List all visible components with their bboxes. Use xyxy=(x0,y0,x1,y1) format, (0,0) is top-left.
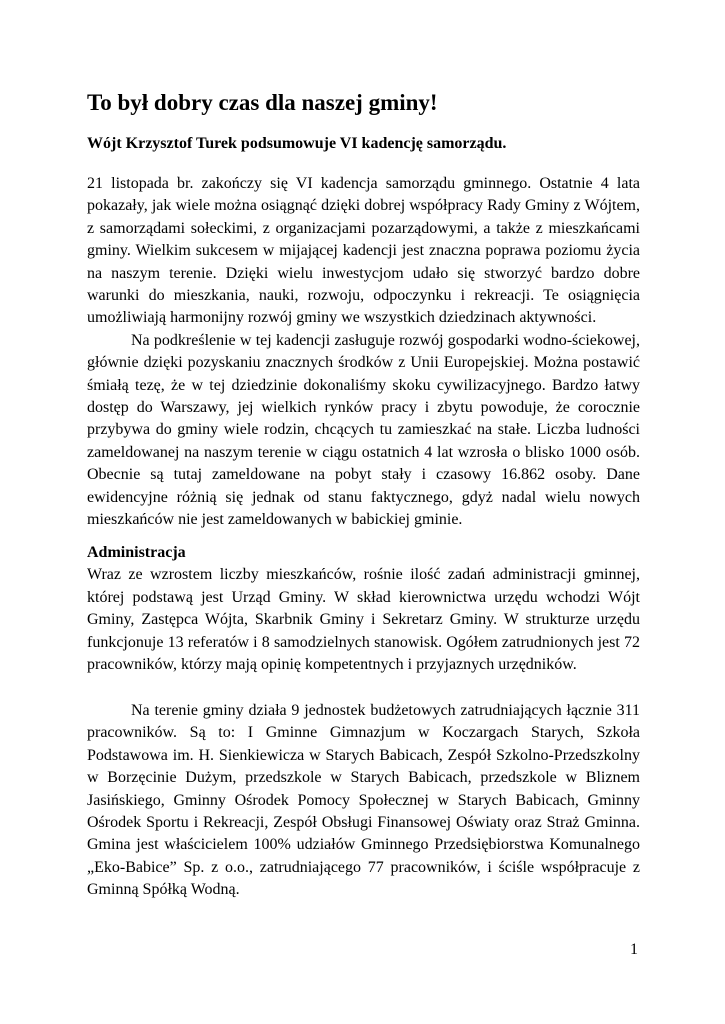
intro-paragraph-2: Na podkreślenie w tej kadencji zasługuje rozwój gospodarki wodno-ściekowej, głównie dzięki pozyskaniu znacznych środków z Unii Europejskiej. Można postawić śmiałą tezę, że w tej dziedzinie dokonaliśmy skoku cywilizacyjnego. Bardzo łatwy dostęp do Warszawy, jej wielkich rynków pracy i zbytu powoduje, że corocznie przybywa do gminy wiele rodzin, chcących tu zamieszkać na stałe. Liczba ludności zameldowanej na naszym terenie w ciągu ostatnich 4 lat wzrosła o blisko 1000 osób. Obecnie są tutaj zameldowane na pobyt stały i czasowy 16.862 osoby. Dane ewidencyjne różnią się jednak od stanu faktycznego, gdyż nadal wielu nowych mieszkańców nie jest zameldowanych w babickiej gminie. xyxy=(87,331,640,529)
page-subtitle: Wójt Krzysztof Turek podsumowuje VI kadencję samorządu. xyxy=(87,135,507,152)
administration-paragraph-1: Wraz ze wzrostem liczby mieszkańców, rośnie ilość zadań administracji gminnej, której podstawą jest Urząd Gminy. W skład kierownictwa urzędu wchodzi Wójt Gminy, Zastępca Wójta, Skarbnik Gminy i Sekretarz Gminy. W strukturze urzędu funkcjonuje 13 referatów i 8 samodzielnych stanowisk. Ogółem zatrudnionych jest 72 pracowników, którzy mają opinię kompetentnych i przyjaznych urzędników. xyxy=(87,566,640,674)
section-heading-administracja: Administracja xyxy=(87,544,186,561)
administration-paragraph-2: Na terenie gminy działa 9 jednostek budżetowych zatrudniających łącznie 311 pracowników. Są to: I Gminne Gimnazjum w Koczargach Starych, Szkoła Podstawowa im. H. Sienkiewicza w Starych Babicach, Zespół Szkolno-Przedszkolny w Borzęcinie Dużym, przedszkole w Starych Babicach, przedszkole w Bliznem Jasińskiego, Gminny Ośrodek Pomocy Społecznej w Starych Babicach, Gminny Ośrodek Sportu i Rekreacji, Zespół Obsługi Finansowej Oświaty oraz Straż Gminna. Gmina jest właścicielem 100% udziałów Gminnego Przedsiębiorstwa Komunalnego „Eko-Babice” Sp. z o.o., zatrudniającego 77 pracowników, i ściśle współpracuje z Gminną Spółką Wodną. xyxy=(87,702,640,899)
intro-section xyxy=(87,173,640,532)
intro-paragraph-1: 21 listopada br. zakończy się VI kadencja samorządu gminnego. Ostatnie 4 lata pokazały, jak wiele można osiągnąć dzięki dobrej współpracy Rady Gminy z Wójtem, z samorządami sołeckimi, z organizacjami pozarządowymi, a także z mieszkańcami gminy. Wielkim sukcesem w mijającej kadencji jest znaczna poprawa poziomu życia na naszym terenie. Dzięki wielu inwestycjom udało się stworzyć bardzo dobre warunki do mieszkania, nauki, rozwoju, odpoczynku i rekreacji. Te osiągnięcia umożliwiają harmonijny rozwój gminy we wszystkich dziedzinach aktywności. xyxy=(87,175,640,327)
page-title: To był dobry czas dla naszej gminy! xyxy=(87,90,438,115)
units-section xyxy=(87,700,640,902)
page-number: 1 xyxy=(630,941,638,958)
administration-section xyxy=(87,542,640,676)
